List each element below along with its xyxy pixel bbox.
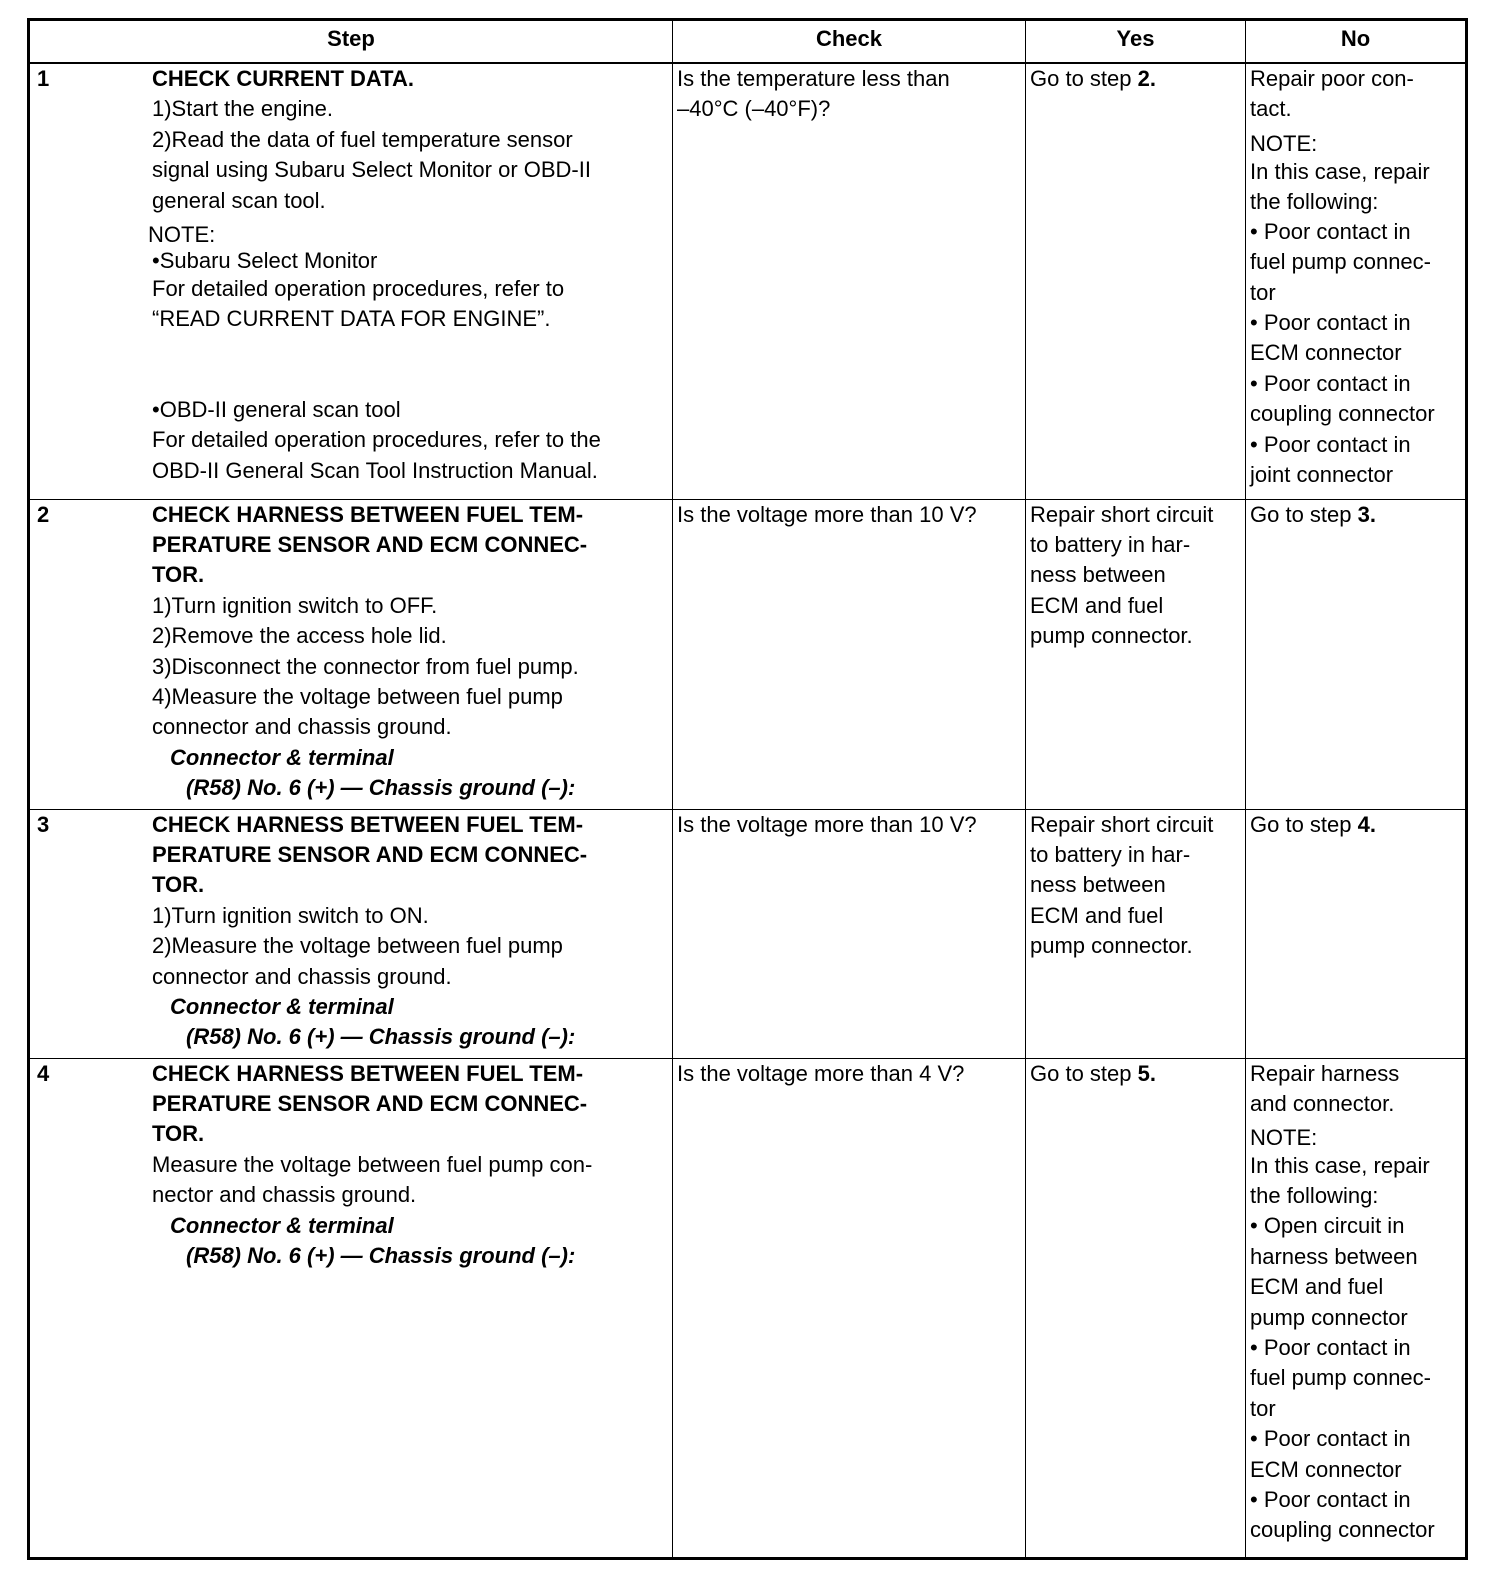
- check-cell: [673, 63, 1026, 499]
- step-number: 3: [37, 811, 50, 837]
- no-bullet-line: joint connector: [1250, 462, 1394, 488]
- table-row: [29, 809, 1467, 1058]
- yes-prefix: Go to step: [1030, 1060, 1138, 1086]
- no-bullet-line: • Poor contact in: [1250, 370, 1411, 396]
- note-label: NOTE:: [148, 222, 216, 248]
- no-bullet-line: tor: [1250, 279, 1276, 305]
- no-line: Repair harness: [1250, 1060, 1400, 1086]
- step-cell: [29, 809, 673, 1058]
- step-line: 2)Measure the voltage between fuel pump: [152, 933, 563, 959]
- step-body: [152, 1059, 668, 1272]
- no-bullet-line: • Poor contact in: [1250, 218, 1411, 244]
- yes-line: ness between: [1030, 562, 1166, 588]
- no-bullet-line: • Poor contact in: [1250, 1486, 1411, 1512]
- spec-value: (R58) No. 6 (+) — Chassis ground (–):: [186, 775, 576, 801]
- no-bullet-line: harness between: [1250, 1243, 1418, 1269]
- check-cell: [673, 499, 1026, 809]
- yes-cell: [1026, 63, 1246, 499]
- no-bullet-line: ECM connector: [1250, 1456, 1402, 1482]
- check-text: Is the voltage more than 4 V?: [677, 1060, 965, 1086]
- yes-line: to battery in har-: [1030, 531, 1191, 557]
- yes-prefix: Go to step: [1030, 66, 1138, 91]
- no-cell: [1246, 63, 1467, 499]
- step-title: TOR.: [152, 562, 205, 588]
- check-text: –40°C (–40°F)?: [677, 96, 831, 122]
- no-bullet-line: fuel pump connec-: [1250, 1365, 1431, 1391]
- no-step-ref: 4.: [1357, 811, 1376, 837]
- no-line: tact.: [1250, 96, 1292, 122]
- step-line: 1)Start the engine.: [152, 96, 334, 122]
- no-bullet-line: • Poor contact in: [1250, 1334, 1411, 1360]
- yes-step-ref: 5.: [1137, 1060, 1156, 1086]
- step-title: CHECK HARNESS BETWEEN FUEL TEM-: [152, 811, 584, 837]
- step-line: connector and chassis ground.: [152, 714, 452, 740]
- step-cell: [29, 63, 673, 499]
- step-line: 3)Disconnect the connector from fuel pump.: [152, 653, 579, 679]
- step-number: 4: [37, 1060, 50, 1086]
- note-line: •Subaru Select Monitor: [152, 248, 378, 274]
- header-no: No: [1246, 20, 1467, 64]
- step-title: PERATURE SENSOR AND ECM CONNEC-: [152, 841, 588, 867]
- no-bullet-line: fuel pump connec-: [1250, 249, 1431, 275]
- no-bullet-line: coupling connector: [1250, 401, 1435, 427]
- step-title: CHECK CURRENT DATA.: [152, 66, 414, 91]
- step-title: CHECK HARNESS BETWEEN FUEL TEM-: [152, 501, 584, 527]
- no-bullet-line: • Poor contact in: [1250, 310, 1411, 336]
- step-line: 1)Turn ignition switch to ON.: [152, 902, 429, 928]
- no-line: Repair poor con-: [1250, 66, 1414, 91]
- step-number: 1: [37, 66, 50, 91]
- yes-cell: [1026, 1058, 1246, 1558]
- diagnostic-page: [27, 18, 1465, 1560]
- no-bullet-line: • Poor contact in: [1250, 431, 1411, 457]
- note-line: For detailed operation procedures, refer to: [152, 276, 565, 302]
- no-note-label: NOTE:: [1250, 1125, 1318, 1151]
- step-line: 2)Remove the access hole lid.: [152, 623, 447, 649]
- step-title: TOR.: [152, 1121, 205, 1147]
- no-cell: [1246, 809, 1467, 1058]
- yes-cell: [1026, 499, 1246, 809]
- step-body: [148, 64, 668, 486]
- no-step-ref: 3.: [1357, 501, 1376, 527]
- spec-value: (R58) No. 6 (+) — Chassis ground (–):: [186, 1242, 576, 1268]
- no-bullet-line: ECM connector: [1250, 340, 1402, 366]
- header-check: Check: [673, 20, 1026, 64]
- note-line: OBD-II General Scan Tool Instruction Manual.: [152, 457, 598, 483]
- yes-line: pump connector.: [1030, 933, 1193, 959]
- yes-line: ECM and fuel: [1030, 592, 1164, 618]
- yes-line: ness between: [1030, 872, 1166, 898]
- step-line: Measure the voltage between fuel pump con-: [152, 1151, 593, 1177]
- yes-line: pump connector.: [1030, 623, 1193, 649]
- step-title: TOR.: [152, 872, 205, 898]
- spec-heading: Connector & terminal: [170, 993, 394, 1019]
- table-row: [29, 499, 1467, 809]
- step-title: PERATURE SENSOR AND ECM CONNEC-: [152, 531, 588, 557]
- header-step: Step: [29, 20, 673, 64]
- no-bullet-line: coupling connector: [1250, 1517, 1435, 1543]
- no-bullet-line: • Open circuit in: [1250, 1213, 1405, 1239]
- step-line: signal using Subaru Select Monitor or OBD-II: [152, 157, 591, 183]
- step-cell: [29, 499, 673, 809]
- no-note-line: In this case, repair: [1250, 158, 1430, 184]
- yes-cell: [1026, 809, 1246, 1058]
- header-yes: Yes: [1026, 20, 1246, 64]
- step-title: CHECK HARNESS BETWEEN FUEL TEM-: [152, 1060, 584, 1086]
- step-line: 2)Read the data of fuel temperature sensor: [152, 126, 573, 152]
- table-row: [29, 1058, 1467, 1558]
- step-cell: [29, 1058, 673, 1558]
- step-line: connector and chassis ground.: [152, 963, 452, 989]
- no-prefix: Go to step: [1250, 811, 1358, 837]
- header-row: [29, 20, 1467, 64]
- note-line: “READ CURRENT DATA FOR ENGINE”.: [152, 306, 551, 332]
- step-line: 4)Measure the voltage between fuel pump: [152, 683, 563, 709]
- no-cell: [1246, 1058, 1467, 1558]
- no-bullet-line: • Poor contact in: [1250, 1426, 1411, 1452]
- diagnostic-table: [27, 18, 1468, 1560]
- no-bullet-line: tor: [1250, 1395, 1276, 1421]
- spec-heading: Connector & terminal: [170, 1212, 394, 1238]
- check-cell: [673, 1058, 1026, 1558]
- step-note: [148, 222, 668, 248]
- no-cell: [1246, 499, 1467, 809]
- step-line: general scan tool.: [152, 187, 326, 213]
- note-line: For detailed operation procedures, refer to the: [152, 427, 601, 453]
- step-title: PERATURE SENSOR AND ECM CONNEC-: [152, 1090, 588, 1116]
- step-body: [152, 500, 668, 804]
- check-text: Is the voltage more than 10 V?: [677, 811, 977, 837]
- yes-line: ECM and fuel: [1030, 902, 1164, 928]
- spec-value: (R58) No. 6 (+) — Chassis ground (–):: [186, 1024, 576, 1050]
- note-line: •OBD-II general scan tool: [152, 396, 401, 422]
- no-line: and connector.: [1250, 1090, 1395, 1116]
- spec-heading: Connector & terminal: [170, 744, 394, 770]
- yes-line: Repair short circuit: [1030, 811, 1214, 837]
- table-row: [29, 63, 1467, 499]
- yes-line: to battery in har-: [1030, 841, 1191, 867]
- no-prefix: Go to step: [1250, 501, 1358, 527]
- step-line: 1)Turn ignition switch to OFF.: [152, 592, 438, 618]
- no-note-line: the following:: [1250, 188, 1379, 214]
- no-bullet-line: pump connector: [1250, 1304, 1408, 1330]
- no-bullet-line: ECM and fuel: [1250, 1274, 1384, 1300]
- yes-line: Repair short circuit: [1030, 501, 1214, 527]
- check-cell: [673, 809, 1026, 1058]
- step-number: 2: [37, 501, 50, 527]
- step-body: [152, 810, 668, 1053]
- check-text: Is the temperature less than: [677, 66, 950, 91]
- check-text: Is the voltage more than 10 V?: [677, 501, 977, 527]
- no-note-label: NOTE:: [1250, 130, 1318, 156]
- yes-step-ref: 2.: [1137, 66, 1156, 91]
- no-note-line: In this case, repair: [1250, 1153, 1430, 1179]
- step-line: nector and chassis ground.: [152, 1182, 417, 1208]
- no-note-line: the following:: [1250, 1183, 1379, 1209]
